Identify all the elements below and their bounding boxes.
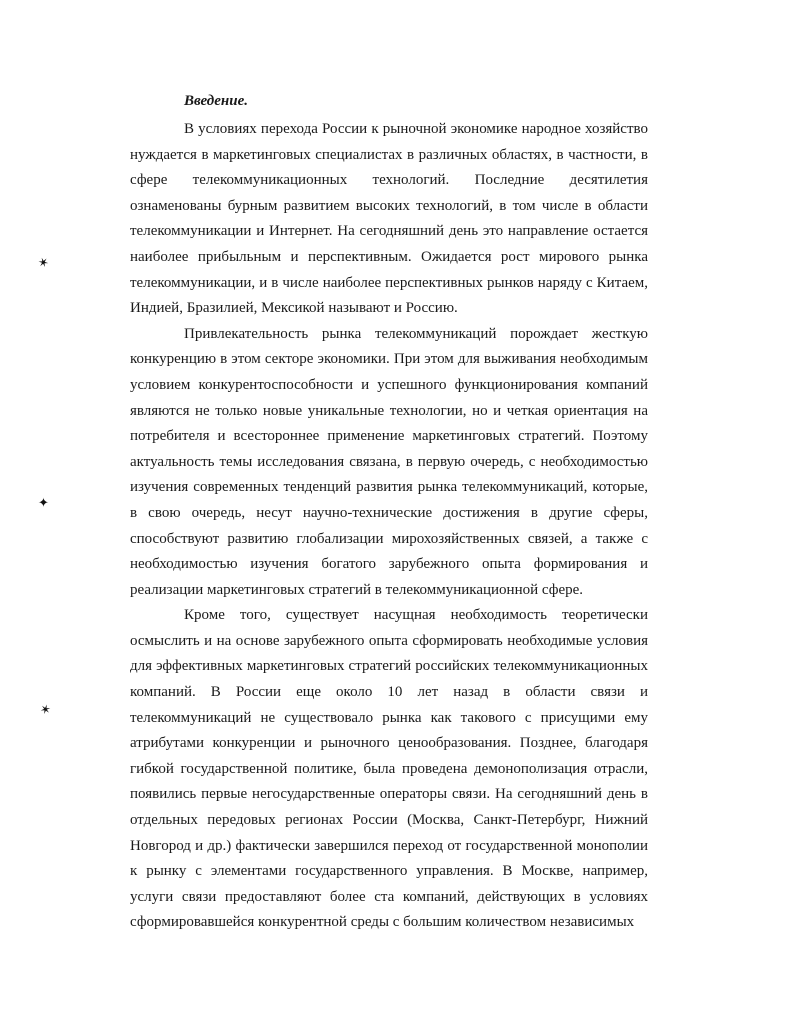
- scan-artifact-mark: ✦: [38, 495, 49, 510]
- scan-artifact-mark: ✶: [35, 253, 52, 272]
- document-page: [130, 92, 648, 936]
- scan-artifact-mark: ✶: [38, 700, 53, 719]
- paragraph-3: Кроме того, существует насущная необходимость теоретически осмыслить и на основе зарубежного опыта сформировать необходимые условия для эффективных маркетинговых стратегий российских телекоммуникационных компаний. В России еще около 10 лет назад в области связи и телекоммуникаций не существовало рынка как такового с присущими ему атрибутами конкуренции и рыночного ценообразования. Позднее, благодаря гибкой государственной политике, была проведена демонополизация отрасли, появились первые негосударственные операторы связи. На сегодняшний день в отдельных передовых регионах России (Москва, Санкт-Петербург, Нижний Новгород и др.) фактически завершился переход от государственной монополии к рынку с элементами государственного управления. В Москве, например, услуги связи предоставляют более ста компаний, действующих в условиях сформировавшейся конкурентной среды с большим количеством независимых: [130, 607, 648, 931]
- paragraph-2: Привлекательность рынка телекоммуникаций порождает жесткую конкуренцию в этом секторе экономики. При этом для выживания необходимым условием конкурентоспособности и успешного функционирования компаний являются не только новые уникальные технологии, но и четкая ориентация на потребителя и всестороннее применение маркетинговых стратегий. Поэтому актуальность темы исследования связана, в первую очередь, с необходимостью изучения современных тенденций развития рынка телекоммуникаций, которые, в свою очередь, несут научно-технические достижения в другие сферы, способствуют развитию глобализации мирохозяйственных связей, а также с необходимостью изучения богатого зарубежного опыта формирования и реализации маркетинговых стратегий в телекоммуникационной сфере.: [130, 325, 648, 598]
- section-heading: Введение.: [184, 93, 248, 109]
- paragraph-1: В условиях перехода России к рыночной экономике народное хозяйство нуждается в маркетинговых специалистах в различных областях, в частности, в сфере телекоммуникационных технологий. Последние десятилетия ознаменованы бурным развитием высоких технологий, в том числе в области телекоммуникации и Интернет. На сегодняшний день это направление остается наиболее прибыльным и перспективным. Ожидается рост мирового рынка телекоммуникации, и в числе наиболее перспективных рынков наряду с Китаем, Индией, Бразилией, Мексикой называют и Россию.: [130, 121, 648, 317]
